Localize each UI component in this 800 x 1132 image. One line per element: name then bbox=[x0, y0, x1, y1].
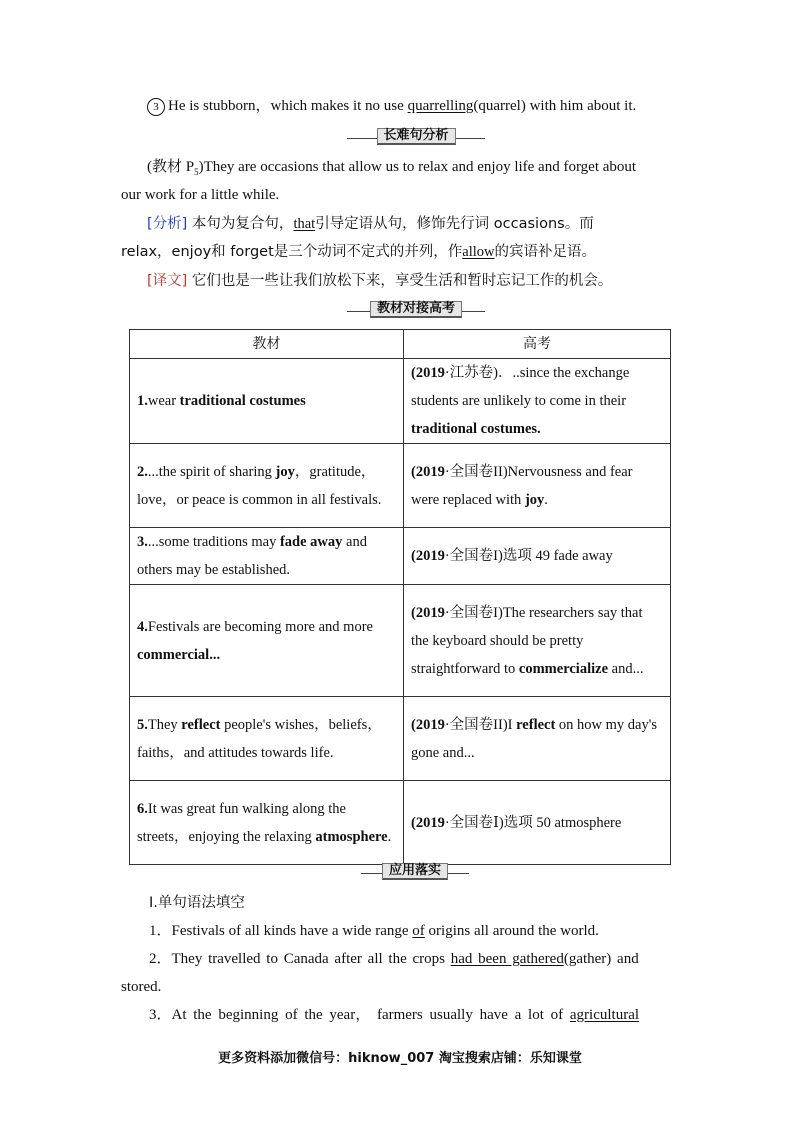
cell-text: commercialize bbox=[518, 660, 609, 677]
cell-text: (2019 bbox=[411, 463, 445, 480]
exam-cell bbox=[404, 359, 671, 444]
cell-text: (2019 bbox=[411, 548, 445, 564]
textbook-cell bbox=[130, 585, 404, 697]
divider bbox=[456, 138, 486, 139]
cell-text: ·全国卷II)Nervousness and fear were replaced with bbox=[411, 463, 633, 508]
cell-text: reflect bbox=[181, 716, 221, 733]
cell-text: atmosphere bbox=[315, 828, 388, 845]
textbook-cell bbox=[130, 697, 404, 781]
divider bbox=[347, 138, 377, 139]
divider bbox=[448, 873, 469, 874]
section-title: 教材对接高考 bbox=[370, 301, 462, 318]
exam-cell bbox=[404, 585, 671, 697]
cell-text: people's wishes，beliefs，faiths，and attitudes towards life. bbox=[137, 716, 382, 761]
cell-text: ·全国卷Ⅰ)选项 50 atmosphere bbox=[444, 814, 622, 831]
answer-blank: had been gathered bbox=[450, 951, 564, 967]
textbook-cell bbox=[130, 781, 404, 865]
question-3: 3．At the beginning of the year， farmers usually have a lot of agricultural bbox=[149, 1007, 640, 1023]
textbook-cell bbox=[130, 359, 404, 444]
exam-cell bbox=[404, 697, 671, 781]
table-row bbox=[130, 781, 671, 865]
cell-text: traditional costumes. bbox=[411, 421, 541, 437]
cell-text: (2019 bbox=[411, 814, 445, 831]
cell-text: and... bbox=[608, 660, 644, 677]
cell-text: (2019 bbox=[411, 716, 445, 733]
cell-text: 4. bbox=[137, 618, 148, 635]
cell-text: 1. bbox=[137, 393, 148, 409]
cell-text: ·全国卷I)选项 49 fade away bbox=[444, 548, 613, 564]
analysis-note: [分析] 本句为复合句，that引导定语从句，修饰先行词 occasions。而 bbox=[147, 216, 594, 232]
analysis-source: (教材 $P_5)They$ are occasions that allow us to relax and enjoy life and forget about bbox=[147, 159, 637, 177]
cell-text: wear bbox=[147, 393, 180, 409]
cell-text: ·江苏卷)．..since the exchange students are unlikely to come in their bbox=[411, 365, 630, 409]
translation: [译文] 它们也是一些让我们放松下来，享受生活和暂时忘记工作的机会。 bbox=[147, 273, 613, 289]
cell-text: commercial... bbox=[137, 646, 221, 663]
cell-text: Festivals are becoming more and more bbox=[147, 618, 373, 635]
table-row bbox=[130, 585, 671, 697]
divider bbox=[462, 311, 485, 312]
cell-text: ·全国卷II)I bbox=[444, 716, 517, 733]
textbook-cell bbox=[130, 444, 404, 528]
sentence-3: 3 He is stubborn，which makes it no use quarrelling(quarrel) with him about it. bbox=[147, 96, 636, 116]
cell-text: ，gratitude，love，or peace is common in all festivals. bbox=[137, 463, 382, 508]
exam-cell bbox=[404, 444, 671, 528]
exam-cell bbox=[404, 528, 671, 585]
column-header: 高考 bbox=[404, 330, 671, 359]
table-row bbox=[130, 697, 671, 781]
cell-text: 3. bbox=[137, 534, 148, 550]
section-textbook-exam bbox=[347, 301, 485, 317]
footer-note: 更多资料添加微信号：hiknow_007 淘宝搜索店铺：乐知课堂 bbox=[218, 1051, 582, 1066]
divider bbox=[347, 311, 370, 312]
section-long-sentence bbox=[347, 128, 485, 144]
divider bbox=[361, 873, 382, 874]
section-application bbox=[361, 863, 469, 879]
exam-cell bbox=[404, 781, 671, 865]
cell-text: 2. bbox=[137, 463, 148, 480]
cell-text: It was great fun walking along the streets，enjoying the relaxing bbox=[137, 800, 346, 845]
analysis-source-2: our work for a little while. bbox=[121, 187, 280, 203]
answer-blank: agricultural bbox=[569, 1007, 640, 1023]
cell-text: (2019 bbox=[411, 365, 445, 381]
table-row bbox=[130, 528, 671, 585]
table-row bbox=[130, 444, 671, 528]
cell-text: and others may be established. bbox=[137, 534, 367, 578]
cell-text: 6. bbox=[137, 800, 148, 817]
cell-text: 5. bbox=[137, 716, 148, 733]
cell-text: ...the spirit of sharing bbox=[147, 463, 276, 480]
section-title: 长难句分析 bbox=[377, 128, 456, 145]
cell-text: (2019 bbox=[411, 604, 445, 621]
textbook-cell bbox=[130, 528, 404, 585]
cell-text: ...some traditions may bbox=[147, 534, 280, 550]
cell-text: traditional costumes bbox=[179, 393, 306, 409]
question-2-cont: stored. bbox=[121, 979, 162, 995]
translation-tag: [译文] bbox=[147, 273, 188, 289]
cell-text: ·全国卷I)The researchers say that the keyboard should be pretty straightforward to bbox=[411, 604, 643, 677]
exercise-heading: Ⅰ.单句语法填空 bbox=[149, 895, 245, 911]
cell-text: reflect bbox=[516, 716, 556, 733]
cell-text: joy bbox=[275, 463, 295, 480]
cell-text: fade away bbox=[279, 534, 343, 550]
cell-text: joy bbox=[524, 491, 545, 508]
cell-text: They bbox=[147, 716, 182, 733]
question-1: 1．Festivals of all kinds have a wide range of origins all around the world. bbox=[149, 923, 599, 939]
answer-blank: quarrelling bbox=[407, 98, 474, 114]
comparison-table bbox=[129, 329, 671, 865]
analysis-note-2: relax，enjoy和 forget是三个动词不定式的并列，作allow的宾语补足语。 bbox=[121, 244, 596, 260]
cell-text: . bbox=[544, 491, 548, 508]
table-row bbox=[130, 359, 671, 444]
cell-text: . bbox=[387, 828, 392, 845]
column-header: 教材 bbox=[130, 330, 404, 359]
question-2: 2．They travelled to Canada after all the crops had been gathered(gather) and bbox=[149, 951, 639, 967]
analysis-tag: [分析] bbox=[147, 216, 188, 232]
circled-number: 3 bbox=[147, 98, 165, 116]
section-title: 应用落实 bbox=[382, 863, 448, 880]
cell-text: on how my day's gone and... bbox=[411, 716, 657, 761]
table-header-row bbox=[130, 330, 671, 359]
answer-blank: of bbox=[412, 923, 425, 939]
